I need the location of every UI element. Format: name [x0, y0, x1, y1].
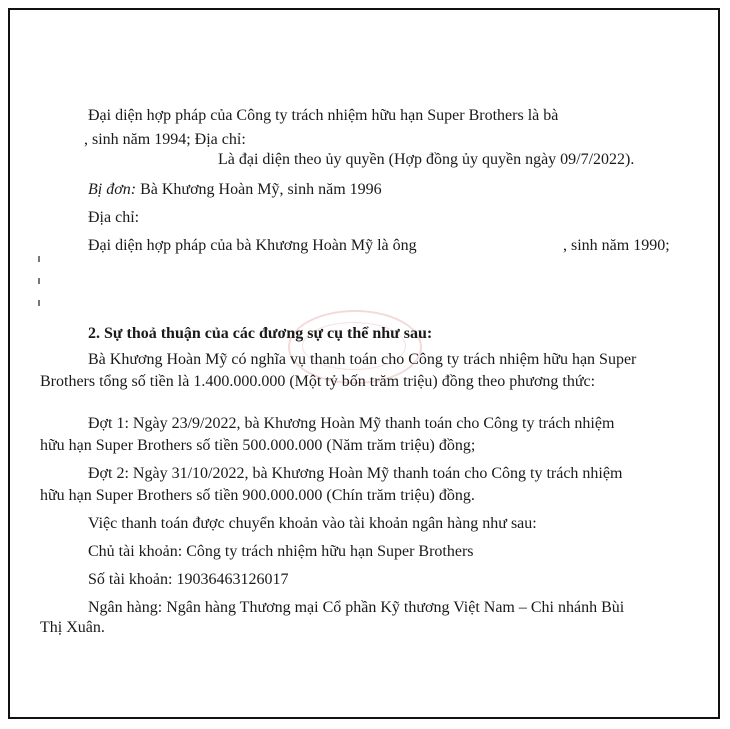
defendant-representative-text: Đại diện hợp pháp của bà Khương Hoàn Mỹ là ông — [88, 237, 417, 254]
obligation-line-1: Bà Khương Hoàn Mỹ có nghĩa vụ thanh toán cho Công ty trách nhiệm hữu hạn Super — [88, 351, 637, 368]
payment-method-line: Việc thanh toán được chuyển khoản vào tài khoản ngân hàng như sau: — [88, 515, 537, 532]
scan-speck — [38, 300, 40, 306]
defendant-representative-birth: , sinh năm 1990; — [563, 237, 670, 254]
defendant-value: Bà Khương Hoàn Mỹ, sinh năm 1996 — [136, 181, 382, 198]
birth-address-line: , sinh năm 1994; Địa chỉ: — [84, 131, 246, 148]
document-frame — [8, 8, 720, 719]
defendant-label: Bị đơn: — [88, 181, 137, 198]
installment-2-line-1: Đợt 2: Ngày 31/10/2022, bà Khương Hoàn Mỹ thanh toán cho Công ty trách nhiệm — [88, 465, 623, 482]
installment-1-line-1: Đợt 1: Ngày 23/9/2022, bà Khương Hoàn Mỹ thanh toán cho Công ty trách nhiệm — [88, 415, 615, 432]
defendant-representative-line — [88, 236, 417, 256]
scan-speck — [38, 278, 40, 284]
installment-2-line-2: hữu hạn Super Brothers số tiền 900.000.000 (Chín trăm triệu) đồng. — [40, 487, 475, 504]
account-number-line: Số tài khoản: 19036463126017 — [88, 571, 289, 588]
obligation-line-2: Brothers tổng số tiền là 1.400.000.000 (Một tỷ bốn trăm triệu) đồng theo phương thức: — [40, 373, 596, 390]
account-holder-line: Chủ tài khoản: Công ty trách nhiệm hữu hạn Super Brothers — [88, 543, 474, 560]
bank-line-1: Ngân hàng: Ngân hàng Thương mại Cổ phần Kỹ thương Việt Nam – Chi nhánh Bùi — [88, 599, 625, 616]
scan-speck — [38, 256, 40, 262]
defendant-line — [88, 180, 382, 200]
section-heading: 2. Sự thoả thuận của các đương sự cụ thể như sau: — [88, 325, 433, 342]
defendant-address-label: Địa chỉ: — [88, 209, 140, 226]
authorization-line: Là đại diện theo ủy quyền (Hợp đồng ủy quyền ngày 09/7/2022). — [218, 151, 635, 168]
installment-1-line-2: hữu hạn Super Brothers số tiền 500.000.000 (Năm trăm triệu) đồng; — [40, 437, 476, 454]
bank-line-2: Thị Xuân. — [40, 619, 105, 636]
representative-line: Đại diện hợp pháp của Công ty trách nhiệm hữu hạn Super Brothers là bà — [88, 107, 559, 124]
